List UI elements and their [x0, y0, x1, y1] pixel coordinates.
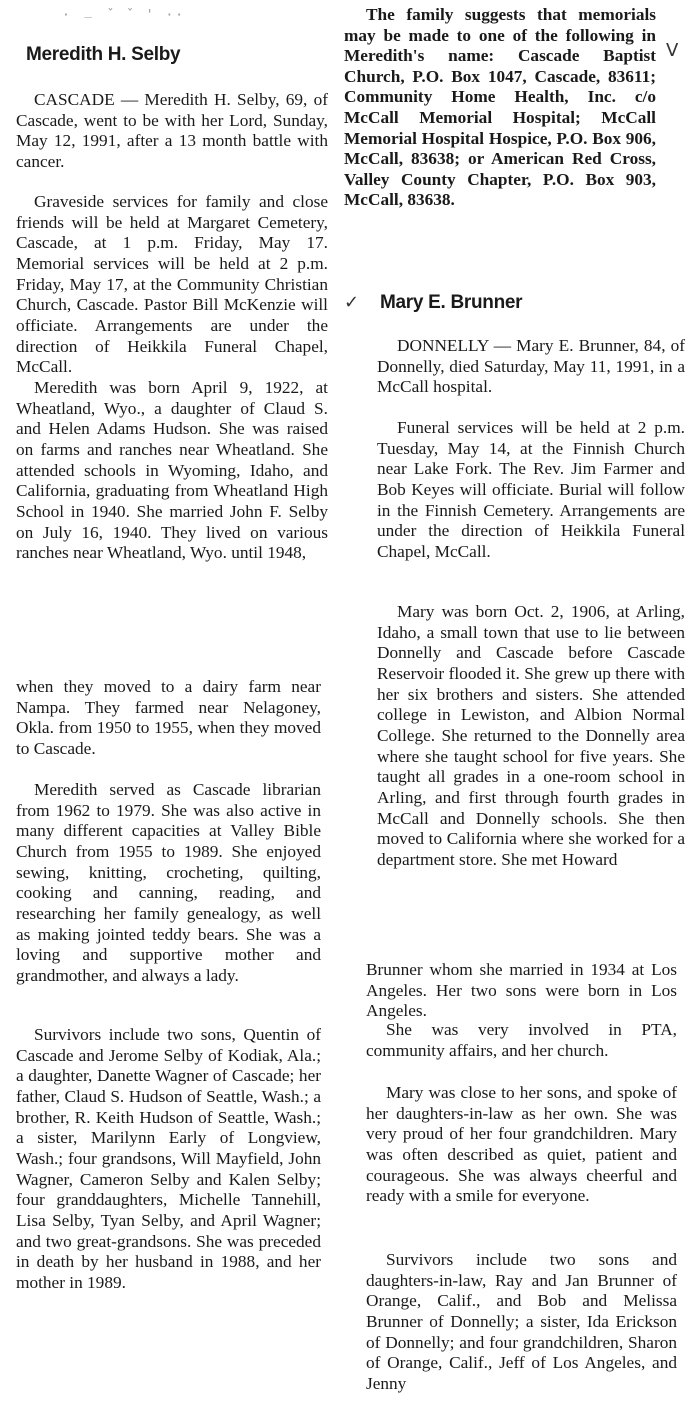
- brunner-paragraph-intro: DONNELLY — Mary E. Brunner, 84, of Donnelly, died Saturday, May 11, 1991, in a McCall hospital.: [377, 336, 685, 397]
- selby-paragraph-biography-continued: when they moved to a dairy farm near Nampa. They farmed near Nelagoney, Okla. from 1950 to 1955, when they moved to Cascade.: [16, 677, 321, 758]
- selby-paragraph-services: Graveside services for family and close friends will be held at Margaret Cemetery, Cascade, at 1 p.m. Friday, May 17. Memorial services will be held at 2 p.m. Friday, May 17, at the Community Christian Church, Cascade. Pastor Bill McKenzie will officiate. Arrangements are under the direction of Heikkila Funeral Chapel, McCall.: [16, 192, 328, 377]
- headline-check-mark: ✓: [344, 292, 360, 313]
- brunner-paragraph-biography-continued: Brunner whom she married in 1934 at Los Angeles. Her two sons were born in Los Angeles.: [366, 960, 677, 1021]
- selby-paragraph-survivors: Survivors include two sons, Quentin of Cascade and Jerome Selby of Kodiak, Ala.; a daughter, Danette Wagner of Cascade; her father, Claud S. Hudson of Seattle, Wash.; a brother, R. Keith Hudson of Seattle, Wash.; a sister, Marilynn Early of Longview, Wash.; four grandsons, Will Mayfield, John Wagner, Cameron Selby and Kalen Selby; four granddaughters, Michelle Tannehill, Lisa Selby, Tyan Selby, and April Wagner; and two great-grandsons. She was preceded in death by her husband in 1988, and her mother in 1989.: [16, 1025, 321, 1292]
- brunner-paragraph-family: Mary was close to her sons, and spoke of her daughters-in-law as her own. She was very proud of her four grandchildren. Mary was often described as quiet, patient and courageous. She was always cheerful and ready with a smile for everyone.: [366, 1083, 677, 1206]
- headline-brunner: Mary E. Brunner: [380, 292, 523, 313]
- selby-paragraph-activities: Meredith served as Cascade librarian from 1962 to 1979. She was also active in many different capacities at Valley Bible Church from 1955 to 1989. She enjoyed sewing, knitting, crocheting, quilting, cooking and canning, reading, and researching her family genealogy, as well as making jointed teddy bears. She was a loving and supportive mother and grandmother, and always a lady.: [16, 780, 321, 985]
- scan-noise: · ﹘ ˇ ˇ ' ··: [62, 8, 186, 23]
- brunner-paragraph-involvement: She was very involved in PTA, community affairs, and her church.: [366, 1020, 677, 1060]
- brunner-paragraph-biography: Mary was born Oct. 2, 1906, at Arling, Idaho, a small town that use to lie between Donnelly and Cascade before Cascade Reservoir flooded it. She grew up there with her six brothers and sisters. She attended college in Lewiston, and Albion Normal College. She returned to the Donnelly area where she taught school for five years. She taught all grades in a one-room school in Arling, and first through fourth grades in McCall and Donnelly schools. She then moved to California where she worked for a department store. She met Howard: [377, 602, 685, 869]
- brunner-paragraph-services: Funeral services will be held at 2 p.m. Tuesday, May 14, at the Finnish Church near Lake Fork. The Rev. Jim Farmer and Bob Keyes will officiate. Burial will follow in the Finnish Cemetery. Arrangements are under the direction of Heikkila Funeral Chapel, McCall.: [377, 418, 685, 561]
- selby-paragraph-intro: CASCADE — Meredith H. Selby, 69, of Cascade, went to be with her Lord, Sunday, May 12, 1991, after a 13 month battle with cancer.: [16, 90, 328, 171]
- headline-selby: Meredith H. Selby: [26, 44, 181, 65]
- brunner-paragraph-survivors: Survivors include two sons and daughters-in-law, Ray and Jan Brunner of Orange, Calif., and Bob and Melissa Brunner of Donnelly; a sister, Ida Erickson of Donnelly; and four grandchildren, Sharon of Orange, Calif., Jeff of Los Angeles, and Jenny: [366, 1250, 677, 1393]
- selby-memorial-note: The family suggests that memorials may be made to one of the following in Meredith's name: Cascade Baptist Church, P.O. Box 1047, Cascade, 83611; Community Home Health, Inc. c/o McCall Memorial Hospital; McCall Memorial Hospital Hospice, P.O. Box 906, McCall, 83638; or American Red Cross, Valley County Chapter, P.O. Box 903, McCall, 83638.: [344, 5, 656, 210]
- selby-paragraph-biography: Meredith was born April 9, 1922, at Wheatland, Wyo., a daughter of Claud S. and Helen Adams Hudson. She was raised on farms and ranches near Wheatland. She attended schools in Wyoming, Idaho, and California, graduating from Wheatland High School in 1940. She married John F. Selby on July 16, 1940. They lived on various ranches near Wheatland, Wyo. until 1948,: [16, 378, 328, 563]
- margin-check-mark: V: [666, 40, 679, 61]
